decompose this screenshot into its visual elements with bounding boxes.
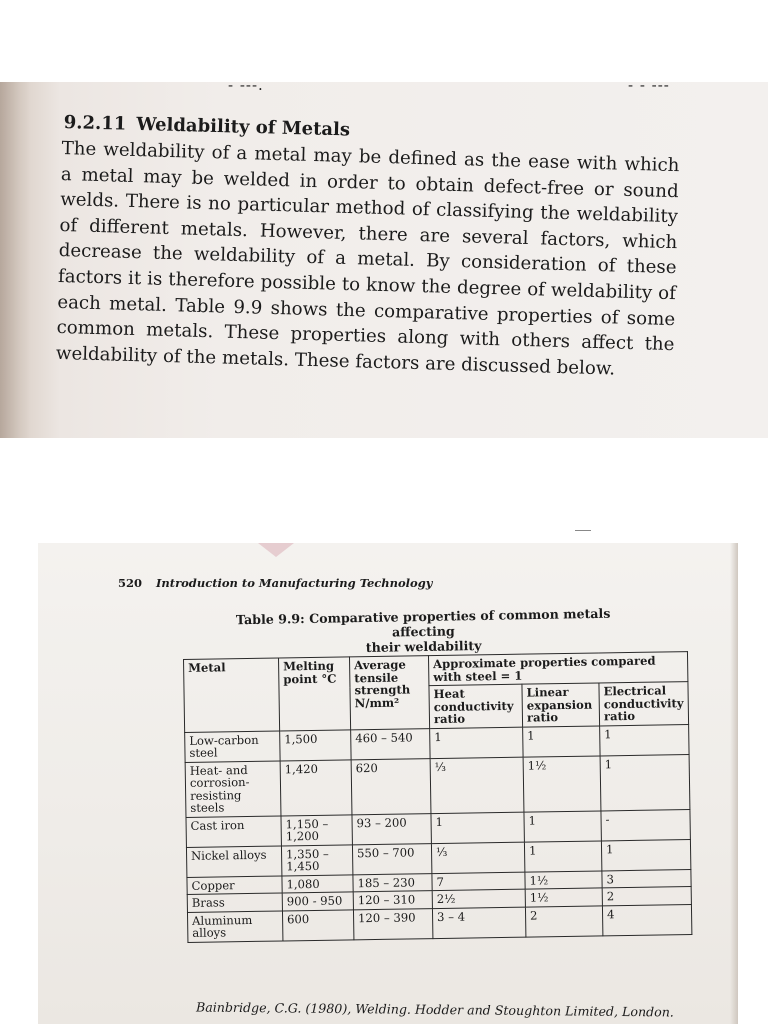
header-approx-properties: Approximate properties compared with steel = 1	[428, 652, 687, 686]
cell-heat: 1	[430, 727, 523, 758]
cell-metal: Low-carbon steel	[185, 730, 280, 761]
page-edge-shadow	[730, 543, 738, 1024]
header-tensile-strength: Average tensile strength N/mm²	[349, 656, 429, 730]
cell-heat: 1	[431, 812, 524, 843]
cell-heat: ⅓	[431, 842, 524, 873]
cell-metal: Brass	[187, 893, 282, 912]
cell-electrical: 3	[602, 869, 691, 888]
running-head	[118, 576, 432, 590]
cell-linear: 1½	[525, 870, 602, 889]
section-title: Weldability of Metals	[136, 113, 351, 141]
table-row	[185, 754, 690, 817]
header-linear-expansion: Linear expansion ratio	[522, 683, 600, 727]
table-caption-line-2: their weldability	[365, 637, 482, 656]
cell-electrical: 4	[602, 904, 691, 935]
table-source-citation: Bainbridge, C.G. (1980), Welding. Hodder and Stoughton Limited, London.	[195, 999, 674, 1020]
page-number: 520	[118, 576, 143, 590]
cell-heat: ⅓	[430, 757, 524, 813]
cell-linear: 1½	[525, 888, 602, 907]
cell-melting-point: 1,350 – 1,450	[281, 844, 352, 875]
cell-linear: 1	[524, 840, 601, 871]
header-heat-conductivity: Heat conductivity ratio	[429, 684, 523, 728]
cell-melting-point: 600	[282, 909, 353, 940]
cell-metal: Heat- and corrosion-resisting steels	[185, 760, 281, 816]
page-corner-mark	[258, 543, 294, 557]
cell-linear: 2	[525, 905, 602, 936]
cut-off-text-right: - - ---	[628, 82, 670, 94]
cell-metal: Aluminum alloys	[187, 910, 282, 941]
cell-heat: 7	[432, 872, 525, 891]
cell-heat: 3 – 4	[432, 907, 525, 938]
cell-electrical: 1	[600, 724, 689, 755]
cell-heat: 2½	[432, 889, 525, 908]
body-paragraph: The weldability of a metal may be defined as the ease with which a metal may be welded in order to obtain defect-free or sound welds. There is no particular method of classifying the weldability of different metals. However, there are several factors, which decrease the weldability of a metal. By consideration of these factors it is therefore possible to know the degree of weldability of each metal. Table 9.9 shows the comparative properties of some common metals. These properties along with others affect the weldability of the metals. These factors are discussed below.	[55, 137, 680, 380]
cell-tensile: 460 – 540	[351, 728, 430, 759]
table-caption-line-1: Table 9.9: Comparative properties of common metals affecting	[235, 605, 611, 640]
header-electrical-conductivity: Electrical conductivity ratio	[599, 682, 688, 726]
cell-melting-point: 900 - 950	[282, 892, 353, 911]
cut-off-text-left: - ---.	[228, 82, 264, 94]
header-melting-point: Melting point °C	[278, 657, 350, 731]
book-title: Introduction to Manufacturing Technology	[156, 576, 433, 590]
properties-table	[183, 651, 692, 942]
cell-tensile: 93 – 200	[352, 813, 431, 844]
cell-electrical: 1	[601, 839, 690, 870]
cell-tensile: 120 – 310	[353, 891, 432, 910]
cell-metal: Cast iron	[186, 815, 281, 846]
cell-melting-point: 1,420	[280, 759, 352, 815]
cell-linear: 1	[524, 810, 601, 841]
cell-tensile: 185 – 230	[353, 873, 432, 892]
cell-metal: Copper	[187, 875, 282, 894]
header-metal: Metal	[184, 658, 280, 732]
decorative-dash	[575, 530, 591, 531]
cell-linear: 1	[523, 725, 600, 756]
cell-tensile: 620	[351, 758, 431, 814]
section-number: 9.2.11	[63, 112, 127, 135]
cell-electrical: 2	[602, 887, 691, 906]
cell-tensile: 550 – 700	[352, 843, 431, 874]
body-paragraph-block	[56, 136, 680, 384]
cell-electrical: -	[601, 809, 690, 840]
cell-melting-point: 1,150 – 1,200	[281, 814, 352, 845]
cell-electrical: 1	[600, 754, 690, 810]
cell-tensile: 120 – 390	[353, 908, 432, 939]
cell-melting-point: 1,500	[280, 729, 351, 760]
bottom-page-photo	[38, 543, 738, 1024]
page-binding-shadow	[0, 82, 30, 438]
cell-linear: 1½	[523, 755, 601, 811]
section-heading	[63, 112, 350, 140]
table-caption	[208, 605, 639, 657]
top-page-photo	[0, 82, 768, 438]
cell-melting-point: 1,080	[282, 874, 353, 893]
cell-metal: Nickel alloys	[186, 845, 281, 876]
